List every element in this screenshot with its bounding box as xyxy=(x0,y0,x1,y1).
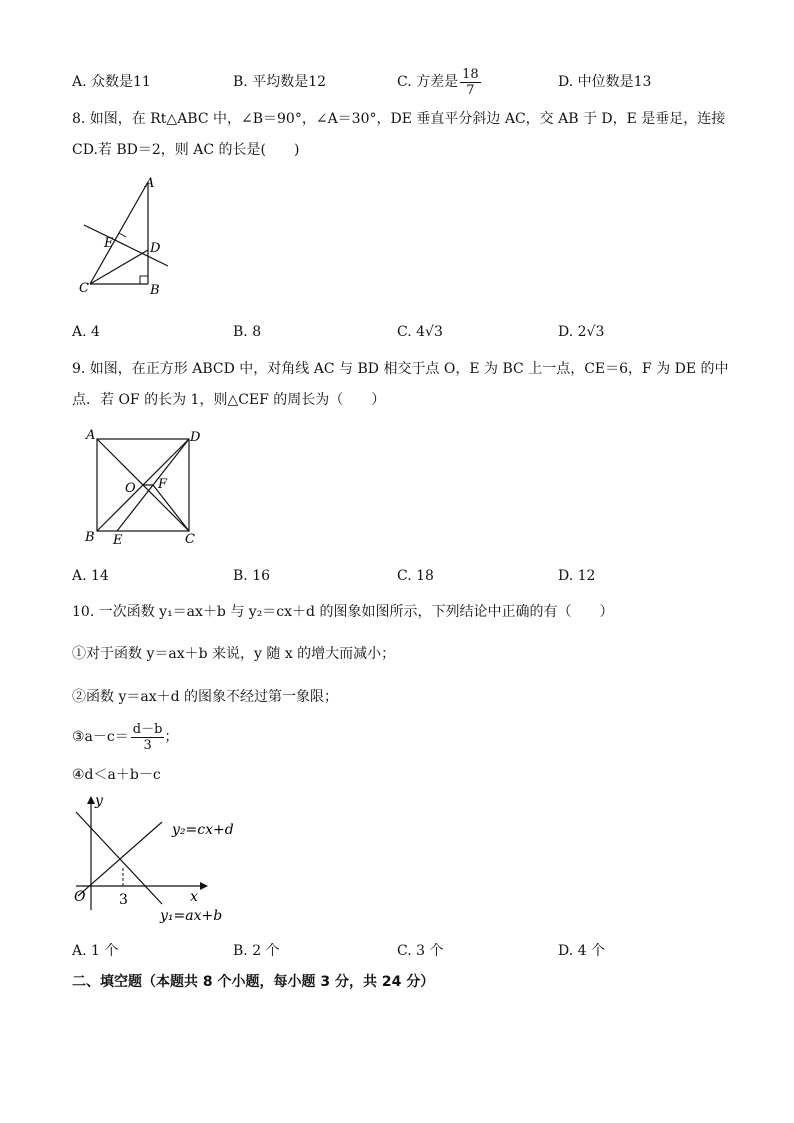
fraction-numerator: 18 xyxy=(462,66,479,82)
label-o: O xyxy=(125,481,136,496)
q10-graph-figure xyxy=(66,790,266,930)
label-y: y xyxy=(95,793,103,809)
q8-option-a: A. 4 xyxy=(72,324,100,340)
q9-option-d: D. 12 xyxy=(558,568,596,584)
section-2-title: 二、填空题（本题共 8 个小题，每小题 3 分，共 24 分） xyxy=(72,974,435,990)
q8-question-line1: 8. 如图，在 Rt△ABC 中，∠B＝90°，∠A＝30°，DE 垂直平分斜边 AC，交 AB 于 D，E 是垂足，连接 xyxy=(72,111,726,127)
label-a: A xyxy=(86,428,96,443)
right-angle-mark-e xyxy=(115,233,126,240)
q8-question-line2: CD.若 BD＝2，则 AC 的长是( ) xyxy=(72,142,300,158)
statement-3-fraction xyxy=(131,722,165,753)
q10-statement-2: ②函数 y＝ax＋d 的图象不经过第一象限； xyxy=(72,689,339,705)
x-axis-arrow-icon xyxy=(200,882,208,890)
y-axis-arrow-icon xyxy=(87,796,95,804)
label-d: D xyxy=(190,430,201,445)
label-b: B xyxy=(85,530,95,545)
q10-statement-3 xyxy=(72,720,178,754)
q10-question-line1: 10. 一次函数 y₁＝ax＋b 与 y₂＝cx＋d 的图象如图所示，下列结论中正确的有（ ） xyxy=(72,604,614,620)
q10-option-c: C. 3 个 xyxy=(397,943,444,959)
q8-option-c: C. 4√3 xyxy=(397,324,443,340)
label-three: 3 xyxy=(119,892,128,908)
q7-option-c-label: C. 方差是 xyxy=(397,74,459,90)
q10-option-d: D. 4 个 xyxy=(558,943,605,959)
label-c: C xyxy=(185,532,195,547)
q8-triangle-figure xyxy=(70,170,190,300)
q10-statement-1: ①对于函数 y＝ax＋b 来说，y 随 x 的增大而减小； xyxy=(72,646,396,662)
q10-option-b: B. 2 个 xyxy=(233,943,280,959)
label-a: A xyxy=(145,176,155,191)
q8-option-b: B. 8 xyxy=(233,324,262,340)
statement-3-suffix: ； xyxy=(164,729,179,745)
q7-option-b: B. 平均数是12 xyxy=(233,74,327,90)
label-y1-equation: y₁=ax+b xyxy=(160,908,223,924)
q9-option-a: A. 14 xyxy=(72,568,109,584)
label-y2-equation: y₂=cx+d xyxy=(172,822,234,838)
fraction-denominator: 3 xyxy=(143,737,152,753)
label-c: C xyxy=(79,281,89,296)
q8-option-d: D. 2√3 xyxy=(558,324,605,340)
q9-square-figure xyxy=(80,426,210,550)
q7-option-c-fraction xyxy=(460,67,481,98)
segment-cd xyxy=(90,250,148,284)
label-d: D xyxy=(150,241,161,256)
label-e: E xyxy=(104,236,114,251)
fraction-denominator: 7 xyxy=(466,82,475,98)
q10-statement-4: ④d＜a＋b－c xyxy=(72,767,161,783)
q9-question-line2: 点．若 OF 的长为 1，则△CEF 的周长为（ ） xyxy=(72,392,386,408)
q9-question-line1: 9. 如图，在正方形 ABCD 中，对角线 AC 与 BD 相交于点 O，E 为 BC 上一点，CE＝6，F 为 DE 的中 xyxy=(72,361,729,377)
q7-option-d: D. 中位数是13 xyxy=(558,74,652,90)
q9-option-b: B. 16 xyxy=(233,568,271,584)
q10-option-a: A. 1 个 xyxy=(72,943,119,959)
q9-option-c: C. 18 xyxy=(397,568,434,584)
statement-3-prefix: ③a－c＝ xyxy=(72,729,129,745)
line-y1 xyxy=(76,812,162,904)
fraction-numerator: d－b xyxy=(132,721,163,737)
q7-option-a: A. 众数是11 xyxy=(72,74,151,90)
label-x: x xyxy=(190,889,198,905)
label-b: B xyxy=(150,283,160,298)
label-e: E xyxy=(113,533,123,548)
label-f: F xyxy=(158,477,168,492)
right-angle-mark-b xyxy=(140,276,148,284)
label-origin: O xyxy=(74,889,86,905)
q7-option-c xyxy=(397,62,481,102)
